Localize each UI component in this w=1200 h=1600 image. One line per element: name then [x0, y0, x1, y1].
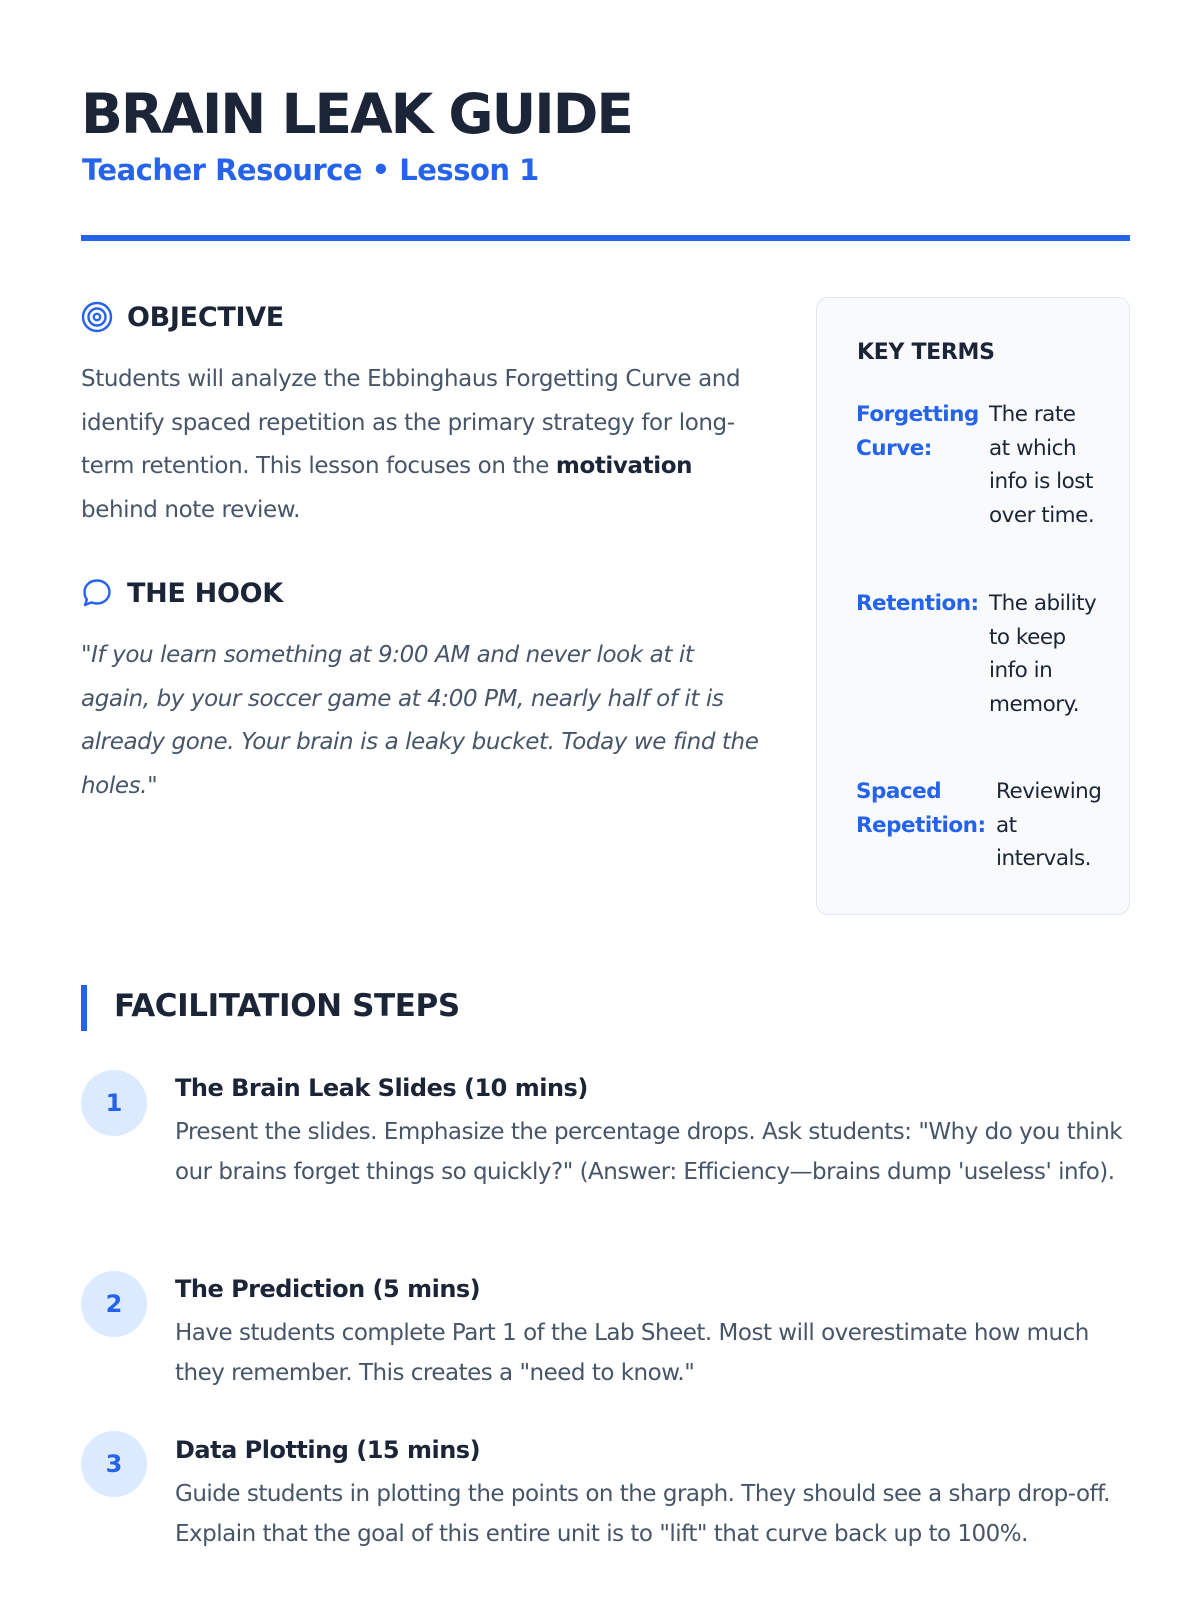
page-title: BRAIN LEAK GUIDE: [81, 82, 632, 146]
step-number-badge: 3: [81, 1431, 147, 1497]
step-description: Guide students in plotting the points on the graph. They should see a sharp drop-off. Explain that the goal of this entire unit is to "lift" that curve back up to 100%.: [175, 1481, 1110, 1547]
target-icon: [81, 301, 113, 333]
step-number-badge: 1: [81, 1070, 147, 1136]
key-term-name: Forgetting Curve:: [856, 402, 979, 461]
key-term-name: Spaced Repetition:: [856, 779, 986, 838]
step-description: Have students complete Part 1 of the Lab Sheet. Most will overestimate how much they remember. This creates a "need to know.": [175, 1320, 1089, 1386]
step-title: The Prediction (5 mins): [175, 1275, 481, 1303]
hook-heading: [81, 577, 283, 609]
speech-bubble-icon: [81, 577, 113, 609]
step-number-badge: 2: [81, 1271, 147, 1337]
key-term: [856, 775, 1116, 876]
step-title: Data Plotting (15 mins): [175, 1436, 481, 1464]
objective-heading-label: OBJECTIVE: [127, 301, 284, 333]
key-term-definition: Reviewing at intervals.: [996, 779, 1102, 871]
key-term: [856, 398, 1099, 532]
header-divider: [81, 235, 1130, 241]
step-description: Present the slides. Emphasize the percentage drops. Ask students: "Why do you think our brains forget things so quickly?" (Answer: Efficiency—brains dump 'useless' info).: [175, 1119, 1123, 1185]
objective-text: Students will analyze the Ebbinghaus Forgetting Curve and identify spaced repetition as the primary strategy for long-term retention. This lesson focuses on the motivation behind note review.: [81, 366, 741, 523]
key-terms-heading: KEY TERMS: [857, 340, 995, 365]
key-term-definition: The ability to keep info in memory.: [989, 591, 1097, 717]
objective-emphasis: motivation: [555, 453, 693, 479]
page-subtitle: Teacher Resource • Lesson 1: [82, 153, 539, 187]
objective-heading: [81, 301, 284, 333]
facilitation-heading: FACILITATION STEPS: [114, 988, 460, 1024]
key-term-name: Retention:: [856, 591, 979, 616]
hook-quote: "If you learn something at 9:00 AM and never look at it again, by your soccer game at 4:00 PM, nearly half of it is already gone. Your brain is a leaky bucket. Today we find the holes.": [81, 642, 759, 799]
step-title: The Brain Leak Slides (10 mins): [175, 1074, 588, 1102]
key-term-definition: The rate at which info is lost over time.: [989, 402, 1095, 528]
facilitation-accent-bar: [81, 985, 87, 1031]
hook-heading-label: THE HOOK: [127, 577, 283, 609]
key-term: [856, 587, 1099, 721]
